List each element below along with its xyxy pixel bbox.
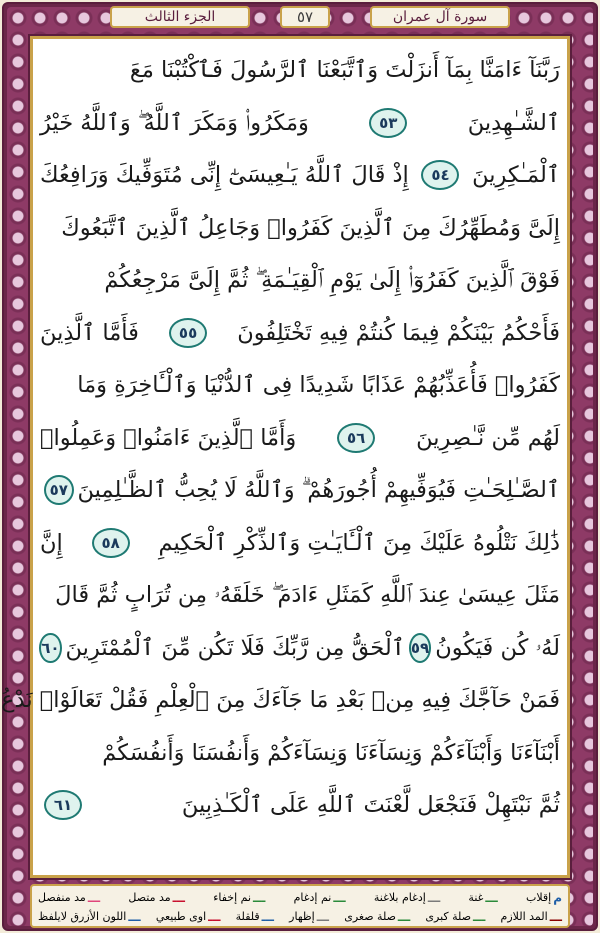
legend-label: اوى طبيعي <box>155 910 207 923</box>
juz-name: الجزء الثالث <box>110 6 250 28</box>
tajweed-legend <box>30 884 570 928</box>
ayah-number-marker: ٦٠ <box>39 633 61 663</box>
verse-line <box>40 149 560 202</box>
verse-line <box>40 517 560 570</box>
verse-line <box>40 97 560 150</box>
legend-swatch: ـــ <box>549 909 562 924</box>
verse-text: لَهُم مِّن نَّـٰصِرِينَ <box>416 424 560 451</box>
legend-swatch: ـــ <box>485 890 498 905</box>
legend-swatch: ـــ <box>172 890 185 905</box>
verse-text: إِنَّ <box>40 529 63 556</box>
verse-line <box>40 44 560 97</box>
verse-text: وَأَمَّا ٱلَّذِينَ ءَامَنُوا۟ وَعَمِلُوا۟ <box>40 424 297 451</box>
legend-item <box>38 891 100 905</box>
legend-label: مد منفصل <box>38 891 86 904</box>
legend-item <box>128 891 185 905</box>
verse-line <box>40 254 560 307</box>
legend-label: نم إخفاء <box>213 891 252 904</box>
legend-swatch: ـــ <box>316 909 330 924</box>
legend-swatch: ـــ <box>208 909 221 924</box>
ayah-number-marker: ٥٤ <box>421 160 459 190</box>
legend-item <box>213 891 265 905</box>
verse-text: لَهُۥ كُن فَيَكُونُ <box>435 634 560 661</box>
verse-line <box>40 307 560 360</box>
legend-swatch: ـــ <box>253 890 266 905</box>
verse-text: أَبْنَآءَنَا وَأَبْنَآءَكُمْ وَنِسَآءَنَا وَنِسَآءَكُمْ وَأَنفُسَنَا وَأَنفُسَكُمْ <box>102 739 560 766</box>
legend-item <box>468 891 497 905</box>
legend-swatch: ـــ <box>128 909 141 924</box>
legend-swatch: ـــ <box>333 890 346 905</box>
legend-item <box>289 910 329 924</box>
ayah-number-marker: ٥٣ <box>369 108 407 138</box>
page-number: ٥٧ <box>280 6 330 28</box>
legend-item <box>425 910 485 924</box>
legend-item <box>501 910 562 924</box>
verse-text: إِلَىَّ وَمُطَهِّرُكَ مِنَ ٱلَّذِينَ كَفَرُوا۟ وَجَاعِلُ ٱلَّذِينَ ٱتَّبَعُوكَ <box>61 214 560 241</box>
legend-label: اللون الأزرق لايلفظ <box>38 910 127 923</box>
ayah-number-marker: ٥٥ <box>169 318 207 348</box>
legend-label: قلقلة <box>235 910 260 923</box>
legend-label: نم إدغام <box>293 891 332 904</box>
legend-item <box>344 910 410 924</box>
verse-text: فَوْقَ ٱلَّذِينَ كَفَرُوٓا۟ إِلَىٰ يَوْمِ ٱلْقِيَـٰمَةِ ۖ ثُمَّ إِلَىَّ مَرْجِعُكُمْ <box>104 267 560 294</box>
ayah-number-marker: ٥٩ <box>409 633 431 663</box>
verse-text: ٱلْحَقُّ مِن رَّبِّكَ فَلَا تَكُن مِّنَ ٱلْمُمْتَرِينَ <box>65 634 405 661</box>
legend-row-1 <box>38 888 562 907</box>
verse-text: وَمَكَرُوا۟ وَمَكَرَ ٱللَّهُ ۖ وَٱللَّهُ خَيْرُ <box>40 109 309 136</box>
verse-text: فَأَحْكُمُ بَيْنَكُمْ فِيمَا كُنتُمْ فِيهِ تَخْتَلِفُونَ <box>237 319 560 346</box>
legend-label: إدغام بلاغنة <box>373 891 426 904</box>
legend-swatch: م <box>553 890 562 905</box>
legend-label: إقلاب <box>525 891 552 904</box>
legend-swatch: ـــ <box>87 890 101 905</box>
ayah-number-marker: ٦١ <box>44 790 82 820</box>
verse-line <box>40 464 560 517</box>
verse-line <box>40 359 560 412</box>
verse-text: ٱلصَّـٰلِحَـٰتِ فَيُوَفِّيهِمْ أُجُورَهُمْ ۗ وَٱللَّهُ لَا يُحِبُّ ٱلظَّـٰلِمِينَ <box>77 477 560 504</box>
verse-line <box>1 674 560 727</box>
verse-text: ذَٰلِكَ نَتْلُوهُ عَلَيْكَ مِنَ ٱلْـَٔايَـٰتِ وَٱلذِّكْرِ ٱلْحَكِيمِ <box>158 529 560 556</box>
legend-label: صلة صغرى <box>344 910 396 923</box>
verse-text: ٱلشَّـٰهِدِينَ <box>467 109 560 136</box>
ayah-number-marker: ٥٦ <box>337 423 375 453</box>
legend-swatch: ـــ <box>397 909 411 924</box>
legend-label: مد متصل <box>128 891 171 904</box>
surah-name: سورة آل عمران <box>370 6 510 28</box>
legend-item <box>236 910 274 924</box>
legend-label: صلة كبرى <box>425 910 472 923</box>
verse-text: إِذْ قَالَ ٱللَّهُ يَـٰعِيسَىٰٓ إِنِّى مُتَوَفِّيكَ وَرَافِعُكَ <box>40 162 409 189</box>
verse-text: فَأَمَّا ٱلَّذِينَ <box>40 319 139 346</box>
ayah-number-marker: ٥٧ <box>44 475 74 505</box>
verse-line <box>40 202 560 255</box>
ayah-number-marker: ٥٨ <box>92 528 130 558</box>
legend-label: إظهار <box>289 910 315 923</box>
verse-text: مَثَلَ عِيسَىٰ عِندَ ٱللَّهِ كَمَثَلِ ءَادَمَ ۖ خَلَقَهُۥ مِن تُرَابٍ ثُمَّ قَالَ <box>55 582 560 609</box>
verse-text: فَمَنْ حَآجَّكَ فِيهِ مِنۢ بَعْدِ مَا جَآءَكَ مِنَ ٱلْعِلْمِ فَقُلْ تَعَالَوْا۟ نَدْعُ <box>1 687 560 714</box>
verse-text: كَفَرُوا۟ فَأُعَذِّبُهُمْ عَذَابًا شَدِيدًا فِى ٱلدُّنْيَا وَٱلْـَٔاخِرَةِ وَمَا <box>77 372 560 399</box>
verse-lines <box>1 44 560 832</box>
legend-item <box>156 910 221 924</box>
verse-line <box>40 622 560 675</box>
verse-line <box>40 569 560 622</box>
legend-item <box>374 891 440 905</box>
verse-text: ٱلْمَـٰكِرِينَ <box>472 162 560 189</box>
verse-line <box>40 779 560 832</box>
verse-text: رَبَّنَآ ءَامَنَّا بِمَآ أَنزَلْتَ وَٱتَّبَعْنَا ٱلرَّسُولَ فَٱكْتُبْنَا مَعَ <box>129 57 560 84</box>
legend-label: المد اللازم <box>500 910 548 923</box>
legend-swatch: ـــ <box>261 909 274 924</box>
verse-line <box>40 412 560 465</box>
legend-item <box>294 891 346 905</box>
legend-row-2 <box>38 907 562 926</box>
legend-item <box>38 910 141 924</box>
legend-item <box>526 891 562 905</box>
legend-swatch: ـــ <box>427 890 441 905</box>
legend-swatch: ـــ <box>473 909 486 924</box>
verse-line <box>40 727 560 780</box>
page-header <box>30 6 570 30</box>
verse-text: ثُمَّ نَبْتَهِلْ فَنَجْعَل لَّعْنَتَ ٱللَّهِ عَلَى ٱلْكَـٰذِبِينَ <box>181 792 560 819</box>
legend-label: غنة <box>468 891 484 904</box>
